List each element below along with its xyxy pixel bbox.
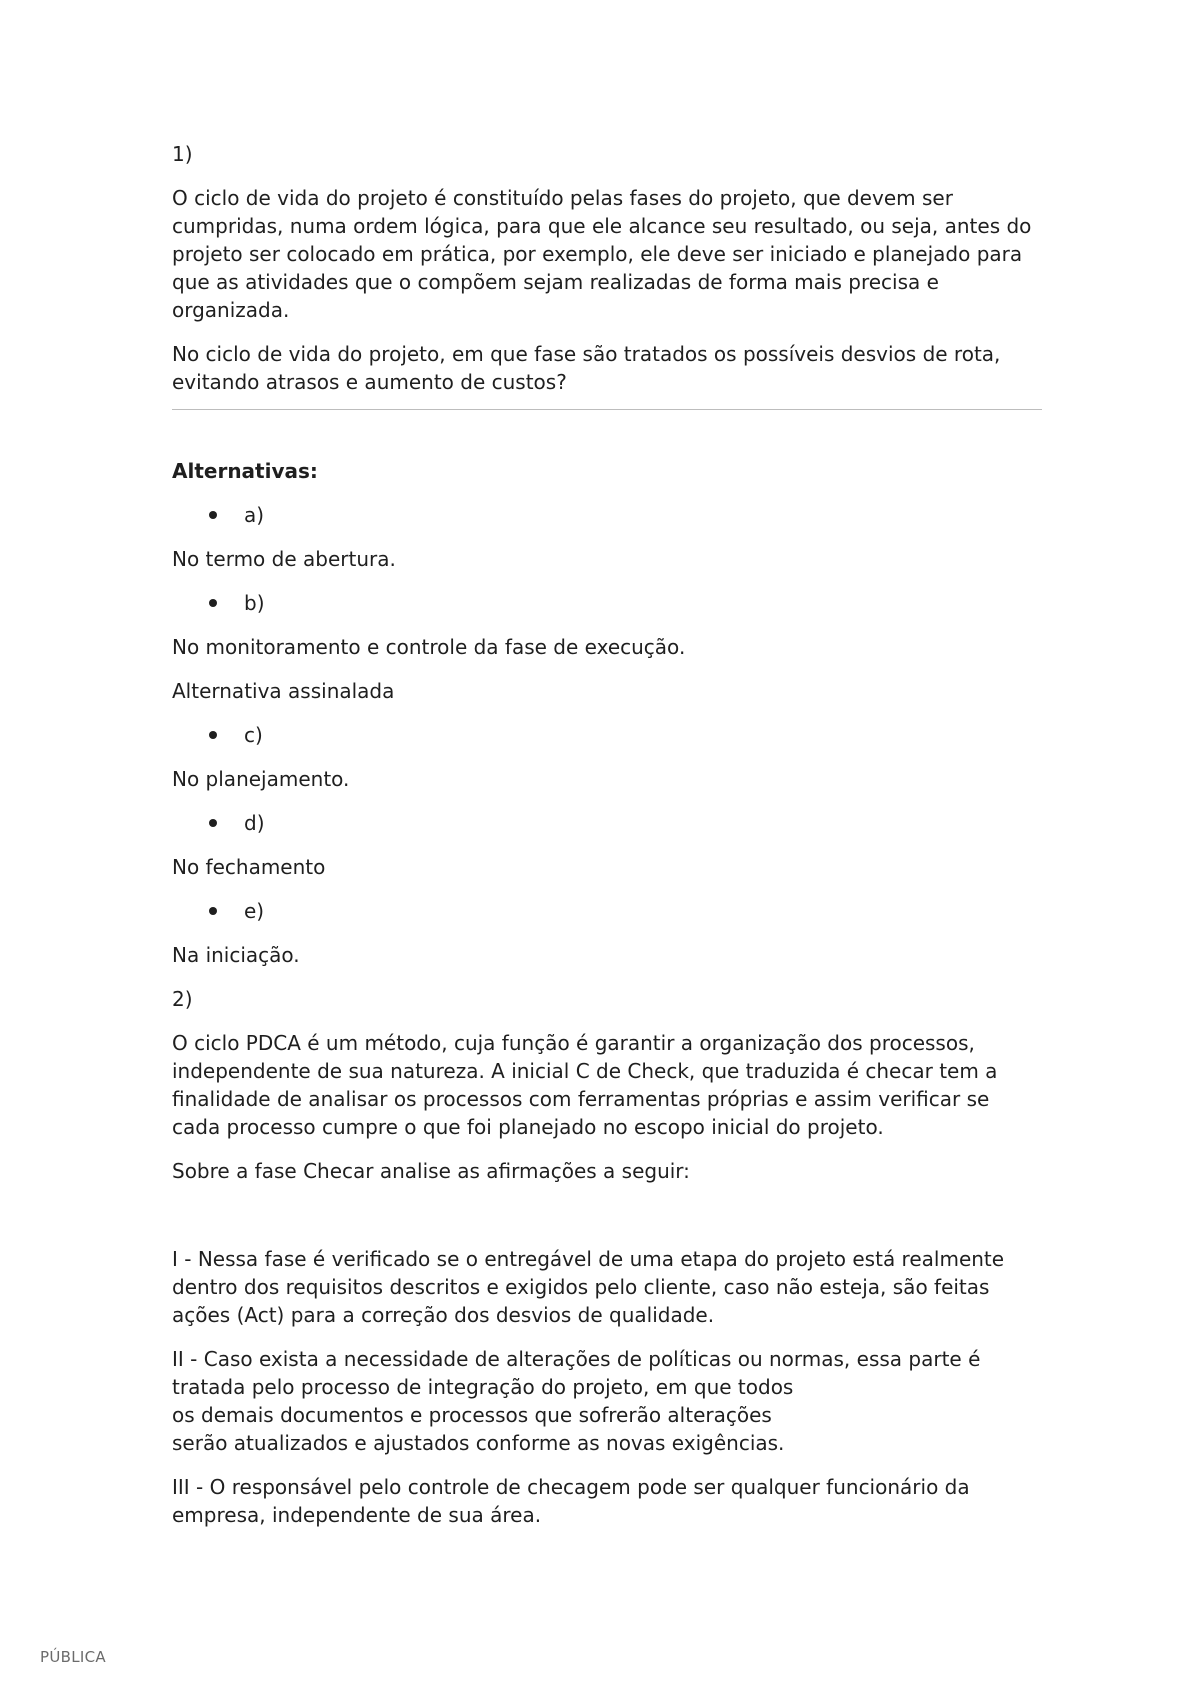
question-2-number: 2) <box>172 987 193 1011</box>
alternative-c-text: No planejamento. <box>172 767 350 791</box>
blank-space <box>172 1201 1042 1245</box>
statement-ii-line: serão atualizados e ajustados conforme as novas exigências. <box>172 1431 785 1455</box>
statement-ii <box>172 1345 1042 1457</box>
selected-alternative-note: Alternativa assinalada <box>172 679 395 703</box>
alternative-a-bullet <box>172 501 1042 529</box>
alternative-e-text: Na iniciação. <box>172 943 300 967</box>
question-1-context: O ciclo de vida do projeto é constituído pelas fases do projeto, que devem ser cumpridas, numa ordem lógica, para que ele alcance seu resultado, ou seja, antes do projeto ser colocado em prática, por exemplo, ele deve ser iniciado e planejado para que as atividades que o compõem sejam realizadas de forma mais precisa e organizada. <box>172 186 1032 322</box>
question-2-prompt: Sobre a fase Checar analise as afirmações a seguir: <box>172 1159 690 1183</box>
alternative-b-letter: b) <box>244 591 265 615</box>
alternatives-heading: Alternativas: <box>172 459 318 483</box>
alternative-d-text: No fechamento <box>172 855 326 879</box>
statement-ii-line: II - Caso exista a necessidade de alterações de políticas ou normas, essa parte é tratada pelo processo de integração do projeto, em que todos <box>172 1347 981 1399</box>
bullet-icon <box>209 819 217 827</box>
statement-iii: III - O responsável pelo controle de checagem pode ser qualquer funcionário da empresa, independente de sua área. <box>172 1475 970 1527</box>
bullet-icon <box>209 731 217 739</box>
statement-i: I - Nessa fase é verificado se o entregável de uma etapa do projeto está realmente dentro dos requisitos descritos e exigidos pelo cliente, caso não esteja, são feitas ações (Act) para a correção dos desvios de qualidade. <box>172 1247 1005 1327</box>
alternative-d-bullet <box>172 809 1042 837</box>
question-1-number: 1) <box>172 142 193 166</box>
bullet-icon <box>209 907 217 915</box>
classification-label: PÚBLICA <box>40 1648 106 1666</box>
alternative-b-bullet <box>172 589 1042 617</box>
alternative-e-bullet <box>172 897 1042 925</box>
divider <box>172 409 1042 410</box>
alternative-b-text: No monitoramento e controle da fase de execução. <box>172 635 686 659</box>
question-2-context: O ciclo PDCA é um método, cuja função é garantir a organização dos processos, independente de sua natureza. A inicial C de Check, que traduzida é checar tem a finalidade de analisar os processos com ferramentas próprias e assim verificar se cada processo cumpre o que foi planejado no escopo inicial do projeto. <box>172 1031 998 1139</box>
alternative-c-bullet <box>172 721 1042 749</box>
bullet-icon <box>209 511 217 519</box>
document-page <box>172 140 1042 1545</box>
alternative-e-letter: e) <box>244 899 265 923</box>
alternative-d-letter: d) <box>244 811 265 835</box>
alternative-a-text: No termo de abertura. <box>172 547 396 571</box>
bullet-icon <box>209 599 217 607</box>
statement-ii-line: os demais documentos e processos que sofrerão alterações <box>172 1403 772 1427</box>
alternative-a-letter: a) <box>244 503 265 527</box>
alternative-c-letter: c) <box>244 723 263 747</box>
question-1-prompt: No ciclo de vida do projeto, em que fase são tratados os possíveis desvios de rota, evitando atrasos e aumento de custos? <box>172 342 1001 394</box>
